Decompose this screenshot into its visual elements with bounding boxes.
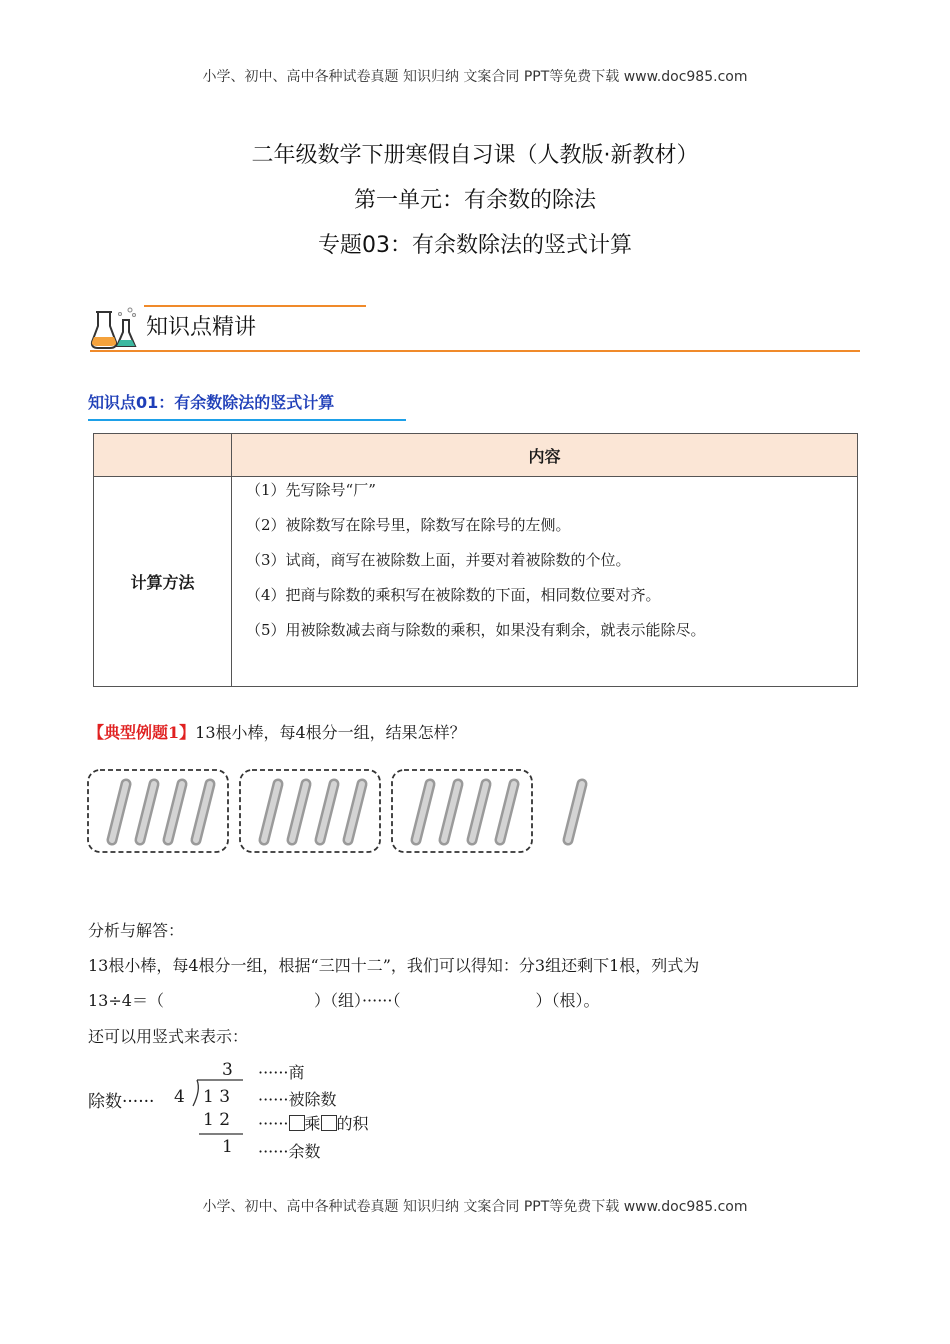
unit-title: 第一单元：有余数的除法	[353, 188, 596, 213]
remainder-stick	[568, 784, 582, 840]
page-footer: 小学、初中、高中各种试卷真题 知识归纳 文案合同 PPT等免费下载 www.doc985.com	[202, 1199, 748, 1215]
page-header: 小学、初中、高中各种试卷真题 知识归纳 文案合同 PPT等免费下载 www.doc985.com	[202, 69, 748, 85]
stick	[348, 784, 362, 840]
annotation-product-post: 的积	[336, 1114, 369, 1133]
quotient-value: 3	[222, 1060, 233, 1080]
step-3: （3）试商，商写在被除数上面，并要对着被除数的个位。	[246, 551, 631, 569]
answer-line-1: 13根小棒，每4根分一组，根据“三四十二”，我们可以得知：分3组还剩下1根，列式为	[88, 956, 700, 975]
topic-title: 专题03：有余数除法的竖式计算	[318, 233, 632, 258]
stick	[264, 784, 278, 840]
sticks-illustration	[84, 766, 604, 858]
annotation-product	[258, 1111, 369, 1134]
section-header	[90, 302, 860, 352]
step-2: （2）被除数写在除号里，除数写在除号的左侧。	[246, 516, 571, 534]
answer-intro: 分析与解答：	[88, 921, 185, 940]
divisor-label: 除数······	[88, 1092, 155, 1112]
annotation-product-mid: 乘	[304, 1114, 321, 1133]
product-value: 1 2	[203, 1110, 231, 1130]
doc-title: 二年级数学下册寒假自习课（人教版·新教材）	[251, 143, 699, 168]
answer-line-3: 还可以用竖式来表示：	[88, 1027, 249, 1046]
table-row-label: 计算方法	[94, 477, 232, 687]
stick	[112, 784, 126, 840]
equation-unit-groups: ）（组）······（	[313, 991, 401, 1010]
knowledge-point-title: 知识点01：有余数除法的竖式计算	[88, 393, 335, 412]
knowledge-point-underline	[88, 419, 406, 421]
stick	[320, 784, 334, 840]
section-label: 知识点精讲	[146, 315, 257, 340]
dividend-value: 1 3	[203, 1087, 231, 1107]
annotation-dividend: ······被除数	[258, 1090, 337, 1109]
annotation-product-dots: ······	[258, 1114, 289, 1133]
stick	[196, 784, 210, 840]
table-steps-cell	[232, 477, 858, 687]
section-top-rule	[144, 305, 366, 307]
equation-start: 13÷4＝（	[88, 991, 164, 1010]
annotation-quotient: ······商	[258, 1063, 305, 1082]
example-question	[88, 720, 466, 743]
stick	[472, 784, 486, 840]
table-header-content: 内容	[232, 434, 858, 477]
table-corner-cell	[94, 434, 232, 477]
stick	[416, 784, 430, 840]
division-bracket	[185, 1078, 245, 1142]
stick	[168, 784, 182, 840]
chemistry-flask-icon	[90, 304, 140, 350]
remainder-value: 1	[222, 1137, 233, 1157]
step-1: （1）先写除号“厂”	[246, 481, 376, 499]
annotation-remainder: ······余数	[258, 1142, 321, 1161]
stick	[444, 784, 458, 840]
equation-unit-sticks: ）（根）。	[535, 991, 600, 1010]
content-table	[93, 433, 858, 687]
box-blank-1	[289, 1115, 305, 1131]
stick	[140, 784, 154, 840]
example-tag: 【典型例题1】	[88, 723, 196, 742]
stick	[292, 784, 306, 840]
example-text: 13根小棒，每4根分一组，结果怎样？	[195, 723, 466, 742]
box-blank-2	[321, 1115, 337, 1131]
section-bottom-rule	[90, 350, 860, 352]
step-5: （5）用被除数减去商与除数的乘积，如果没有剩余，就表示能除尽。	[246, 621, 706, 639]
step-4: （4）把商与除数的乘积写在被除数的下面，相同数位要对齐。	[246, 586, 661, 604]
answer-equation	[88, 988, 600, 1011]
divisor-value: 4	[174, 1087, 185, 1107]
stick	[500, 784, 514, 840]
